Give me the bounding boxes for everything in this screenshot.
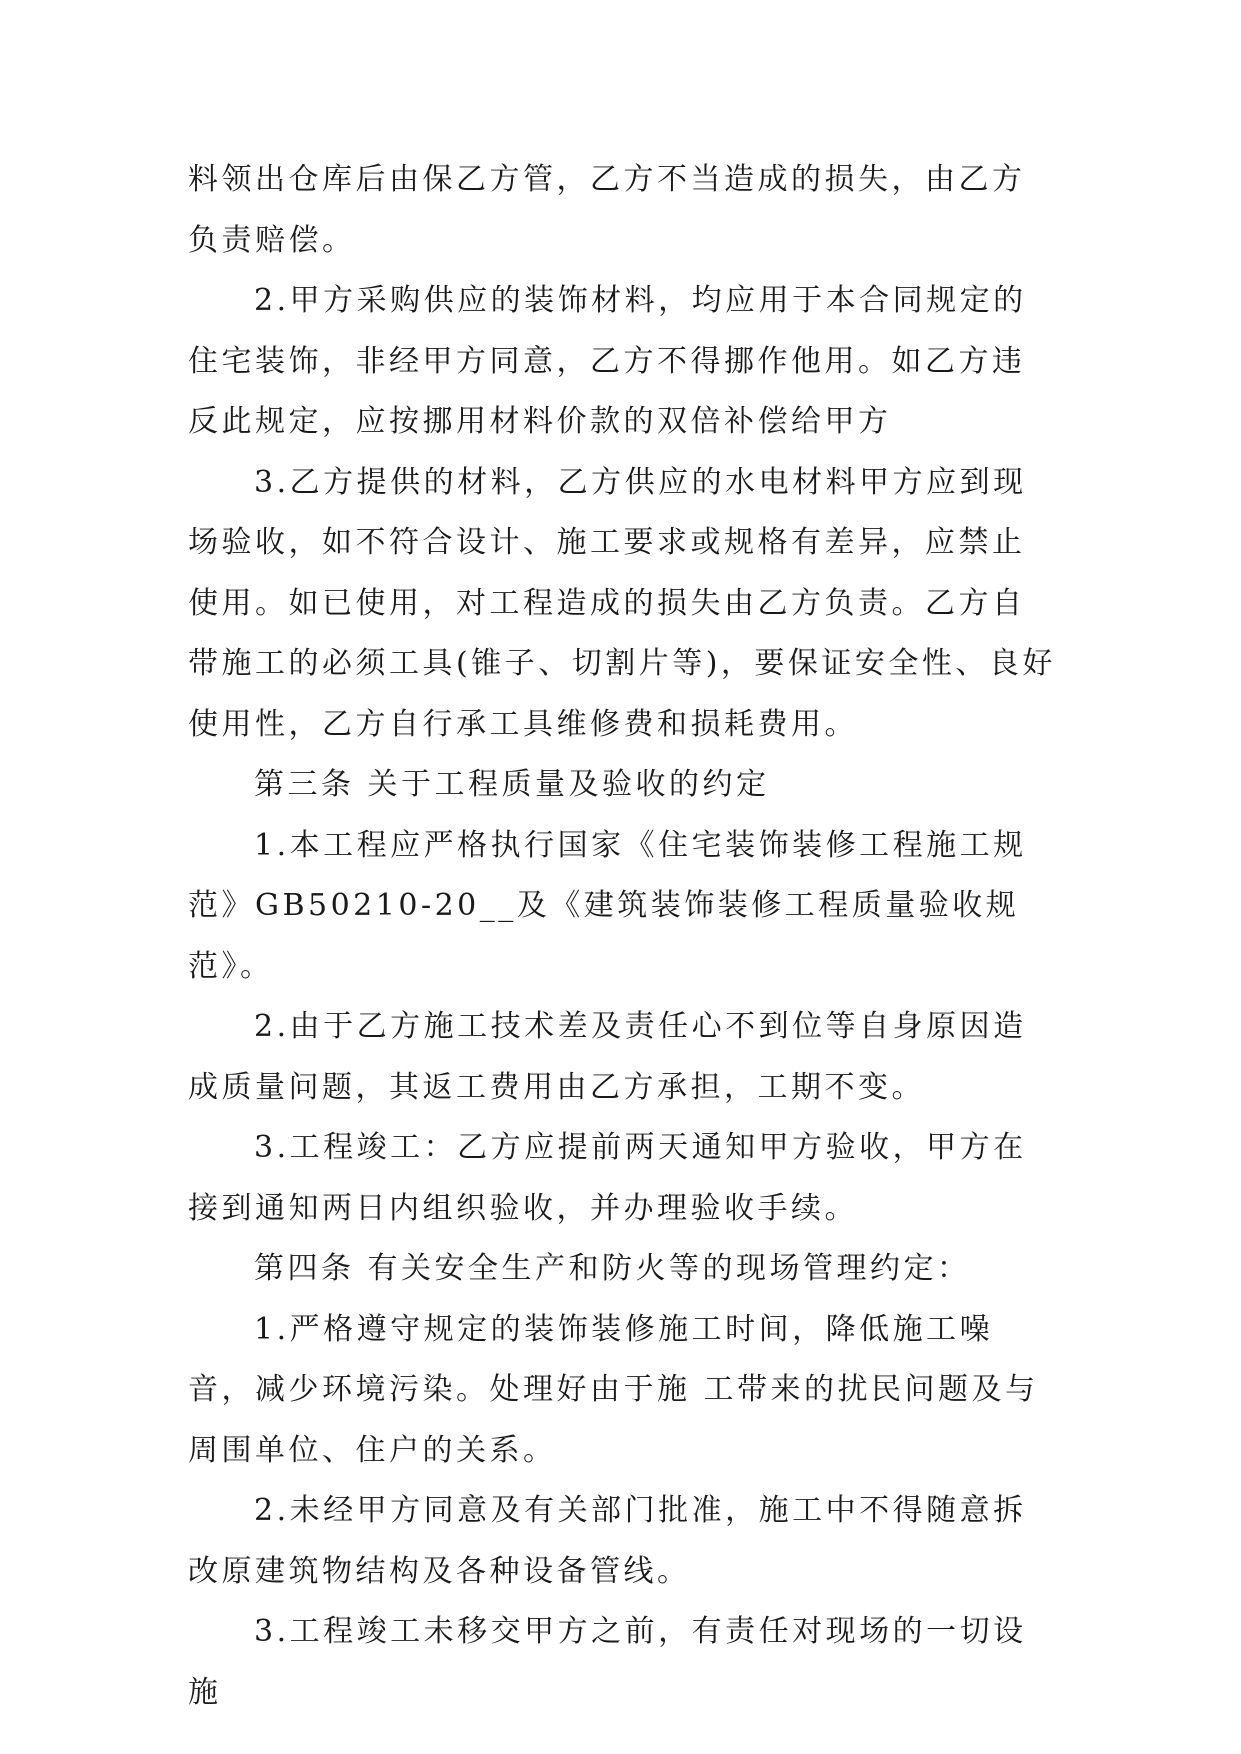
paragraph-material-custody: 料领出仓库后由保乙方管，乙方不当造成的损失，由乙方负责赔偿。 <box>188 162 1026 258</box>
paragraph-article-3-item-1: 1.本工程应严格执行国家《住宅装饰装修工程施工规范》GB50210-20__及《建筑装饰装修工程质量验收规范》。 <box>188 827 1027 984</box>
section-heading-article-4: 第四条 有关安全生产和防火等的现场管理约定： <box>254 1251 971 1286</box>
paragraph-article-4-item-2: 2.未经甲方同意及有关部门批准，施工中不得随意拆改原建筑物结构及各种设备管线。 <box>188 1493 1027 1589</box>
paragraph-article-3-item-2: 2.由于乙方施工技术差及责任心不到位等自身原因造成质量问题，其返工费用由乙方承担，工期不变。 <box>188 1009 1027 1105</box>
paragraph-article-3-item-3: 3.工程竣工：乙方应提前两天通知甲方验收，甲方在接到通知两日内组织验收，并办理验收手续。 <box>188 1130 1027 1226</box>
paragraph-clause-3-materials: 3.乙方提供的材料，乙方供应的水电材料甲方应到现场验收，如不符合设计、施工要求或规格有差异，应禁止使用。如已使用，对工程造成的损失由乙方负责。乙方自带施工的必须工具(锥子、切割片等)，要保证安全性、良好使用性，乙方自行承工具维修费和损耗费用。 <box>188 464 1056 742</box>
document-page <box>188 150 1058 1723</box>
paragraph-article-4-item-1: 1.严格遵守规定的装饰装修施工时间，降低施工噪音，减少环境污染。处理好由于施 工带来的扰民问题及与周围单位、住户的关系。 <box>188 1311 1039 1468</box>
paragraph-clause-2-materials: 2.甲方采购供应的装饰材料，均应用于本合同规定的住宅装饰，非经甲方同意，乙方不得挪作他用。如乙方违反此规定，应按挪用材料价款的双倍补偿给甲方 <box>188 283 1027 439</box>
section-heading-article-3: 第三条 关于工程质量及验收的约定 <box>254 767 770 802</box>
paragraph-article-4-item-3: 3.工程竣工未移交甲方之前，有责任对现场的一切设施 <box>188 1614 1027 1710</box>
